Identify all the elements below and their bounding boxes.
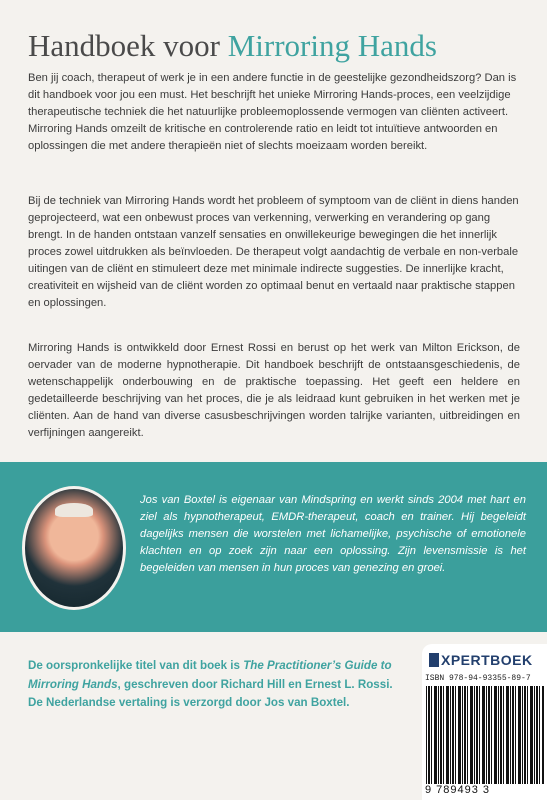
publisher-logo-text: XPERTBOEK [441, 652, 533, 668]
technique-paragraph: Bij de techniek van Mirroring Hands wordt het probleem of symptoom van de cliënt in diens handen geprojecteerd, wat een onbewust proces van verkenning, verwerking en verandering op gang brengt. In de handen ontstaan vanzelf sensaties en onwillekeurige bewegingen die het innerlijk proces zowel uitdrukken als beïnvloeden. De therapeut volgt aandachtig de verbale en non-verbale uitingen van de cliënt en stimuleert deze met minimale indirecte suggesties. De innerlijke kracht, creativiteit en wijsheid van de cliënt worden zo optimaal benut en vertaald naar praktische stappen en oplossingen. [28, 195, 519, 309]
translation-note-before: De oorspronkelijke titel van dit boek is [28, 659, 244, 672]
translation-note [28, 657, 398, 713]
title-prefix: Handboek voor [28, 28, 220, 63]
isbn-label: ISBN 978-94-93355-89-7 [425, 674, 531, 683]
book-title [28, 28, 437, 64]
original-title: The Practitioner’s Guide to Mirroring Hands [28, 659, 392, 691]
barcode-digits: 9 789493 3 [425, 784, 491, 796]
barcode-icon [426, 686, 544, 784]
publisher-logo-icon [429, 653, 439, 667]
title-accent: Mirroring Hands [227, 28, 437, 63]
intro-paragraph: Ben jij coach, therapeut of werk je in een andere functie in de geestelijke gezondheidszorg? Dan is dit handboek voor jou een must. Het beschrijft het unieke Mirroring Hands-proces, een veelzijdige therapeutische techniek die het natuurlijke probleemoplossende vermogen van cliënten activeert. Mirroring Hands omzeilt de kritische en controlerende ratio en leidt tot intuïtieve antwoorden en oplossingen die met andere therapieën niet of slechts moeizaam worden bereikt. [28, 72, 517, 152]
author-photo [22, 486, 126, 610]
translation-note-after: , geschreven door Richard Hill en Ernest L. Rossi. De Nederlandse vertaling is verzorgd door Jos van Boxtel. [28, 677, 393, 709]
origin-paragraph: Mirroring Hands is ontwikkeld door Ernest Rossi en berust op het werk van Milton Erickson, de oervader van de moderne hypnotherapie. Dit handboek beschrijft de ontstaansgeschiedenis, de wetenschappelijk onderbouwing en de praktische toepassing. Het geeft een heldere en gedetailleerde beschrijving van het proces, die je als leidraad kunt gebruiken in het werken met je cliënten. Aan de hand van diverse casusbeschrijvingen worden talrijke varianten, uitbreidingen en verfijningen aangereikt. [28, 342, 520, 439]
author-photo-hair [55, 503, 93, 517]
author-bio: Jos van Boxtel is eigenaar van Mindspring en werkt sinds 2004 met hart en ziel als hypnotherapeut, EMDR-therapeut, coach en trainer. Hij begeleidt dagelijks mensen die worstelen met lichamelijke, psychische of emotionele klachten en op zoek zijn naar een oplossing. Zijn levensmissie is het begeleiden van mensen in hun proces van genezing en groei. [140, 494, 526, 574]
publisher-logo [429, 652, 533, 668]
